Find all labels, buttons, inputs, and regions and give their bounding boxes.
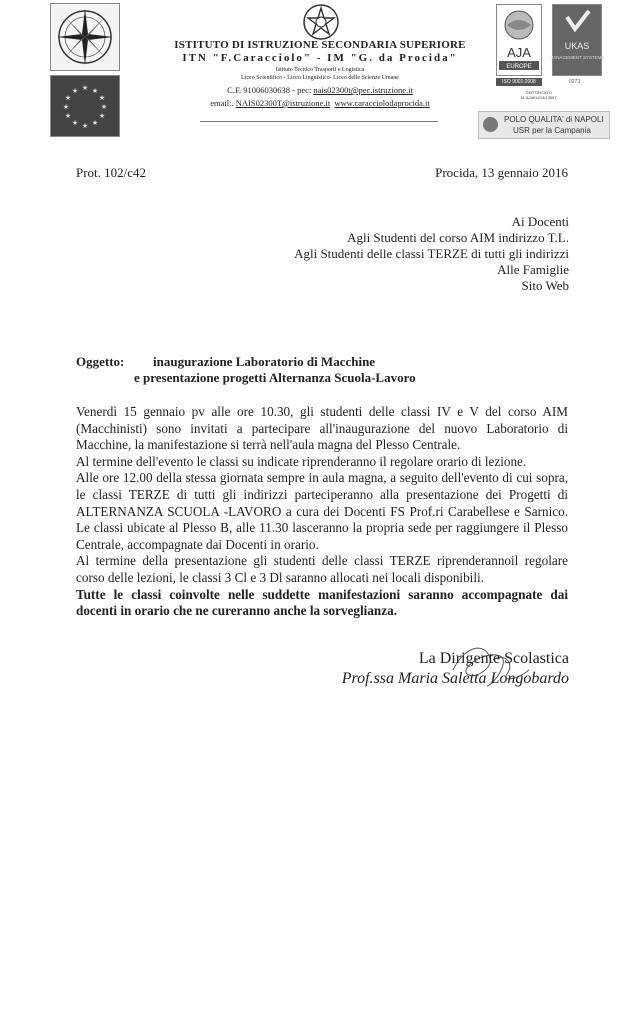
- svg-text:★: ★: [71, 87, 79, 95]
- svg-text:★: ★: [91, 119, 99, 127]
- ukas-logo: [549, 4, 605, 76]
- polo-qualita-icon: [483, 117, 498, 132]
- cert-small-line-1: CERTIFICATO: [525, 90, 552, 95]
- ukas-label: UKAS: [564, 41, 590, 51]
- body-paragraph-1: Venerdì 15 gennaio pv alle ore 10.30, gli studenti delle classi IV e V del corso AIM (Macchinisti) sono invitati a partecipare all'inaugurazione del nuovo Laboratorio di Macchine, la manifestazione si terrà nell'aula magna del Plesso Centrale.: [76, 404, 568, 453]
- signature-title: La Dirigente Scolastica: [418, 650, 569, 667]
- svg-text:★: ★: [100, 103, 108, 111]
- cf-text: C.F. 91006030638 - pec:: [227, 85, 314, 95]
- subject-line-1: inaugurazione Laboratorio di Macchine: [153, 354, 376, 369]
- header-divider: [200, 121, 438, 122]
- website-link[interactable]: www.caracciolodaprocida.it: [334, 98, 430, 108]
- institute-name: ISTITUTO DI ISTRUZIONE SECONDARIA SUPERIORE: [174, 39, 466, 51]
- recipient-line: Ai Docenti: [511, 214, 569, 229]
- eu-flag-logo: [50, 75, 120, 137]
- protocol-number: Prot. 102/c42: [76, 165, 147, 180]
- subject-line-2: e presentazione progetti Alternanza Scuola-Lavoro: [134, 370, 416, 385]
- svg-text:★: ★: [98, 94, 106, 102]
- body-paragraph-5: Tutte le classi coinvolte nelle suddette manifestazioni saranno accompagnate dai docenti in orario che ne cureranno anche la sorveglianza.: [76, 586, 568, 619]
- svg-text:★: ★: [64, 94, 72, 102]
- cert-small-text: [521, 90, 557, 100]
- republic-emblem: [299, 2, 343, 44]
- email-link[interactable]: NAIS02300T@istruzione.it: [235, 98, 331, 108]
- polo-line-1: POLO QUALITA' di NAPOLI: [504, 115, 604, 124]
- pec-link[interactable]: nais02300t@pec.istruzione.it: [313, 85, 413, 95]
- signature-name: Prof.ssa Maria Saletta Longobardo: [341, 670, 569, 687]
- subject-label: Oggetto:: [76, 354, 125, 369]
- svg-text:★: ★: [81, 122, 89, 130]
- recipient-line: Sito Web: [521, 278, 569, 293]
- institute-email-line: [140, 98, 500, 108]
- compass-logo: [50, 3, 120, 71]
- email-label: email:.: [210, 98, 236, 108]
- cert-small-line-2: N. AJAEU/13/13057: [521, 95, 557, 100]
- body-paragraph-3: Alle ore 12.00 della stessa giornata sempre in aula magna, a seguito dell'evento di cui sopra, le classi TERZE di tutti gli indirizzi parteciperanno alla presentazione dei Progetti di ALTERNANZA SCUOLA -LAVORO a cura dei Docenti FS Prof.ri Carabellese e Sarnico. Le classi ubicate al Plesso B, alle 11.30 lasceranno la propria sede per raggiungere il Plesso Centrale, accompagnate dai Docenti in orario.: [76, 470, 568, 552]
- aja-sub: EUROPE: [506, 64, 532, 70]
- recipients-block: [294, 214, 569, 294]
- institute-subtitle-2: Liceo Scientifico - Liceo Linguistico- Liceo delle Scienze Umane: [241, 75, 399, 81]
- institute-cf-line: [140, 85, 500, 95]
- letter-body: [76, 404, 568, 620]
- ukas-sub: MANAGEMENT SYSTEMS: [549, 55, 605, 60]
- svg-text:★: ★: [98, 112, 106, 120]
- recipient-line: Agli Studenti delle classi TERZE di tutti gli indirizzi: [294, 246, 569, 261]
- svg-text:★: ★: [62, 103, 70, 111]
- polo-qualita-badge: [478, 111, 610, 139]
- letter-date: Procida, 13 gennaio 2016: [435, 165, 568, 180]
- svg-text:★: ★: [64, 112, 72, 120]
- svg-text:★: ★: [71, 119, 79, 127]
- recipient-line: Alle Famiglie: [497, 262, 569, 277]
- aja-logo: [496, 4, 542, 76]
- polo-line-2: USR per la Campania: [513, 126, 591, 135]
- institute-subtitle-1: Istituto Tecnico Trasporti e Logistica: [275, 67, 365, 73]
- body-paragraph-2: Al termine dell'evento le classi su indicate riprenderanno il regolare orario di lezione.: [76, 453, 527, 469]
- recipient-line: Agli Studenti del corso AIM indirizzo T.L.: [347, 230, 569, 245]
- svg-text:★: ★: [91, 87, 99, 95]
- aja-label: AJA: [507, 45, 531, 60]
- iso-cert-label: ISO 9001:2008: [496, 78, 542, 86]
- institute-itn: ITN "F.Caracciolo" - IM "G. da Procida": [182, 52, 458, 64]
- svg-text:★: ★: [81, 84, 89, 92]
- body-paragraph-4: Al termine della presentazione gli studenti delle classi TERZE riprenderannoil regolare corso delle lezioni, le classi 3 Cl e 3 Dl saranno allocati nei locali disponibili.: [76, 553, 568, 585]
- ukas-number: 0273: [569, 79, 581, 85]
